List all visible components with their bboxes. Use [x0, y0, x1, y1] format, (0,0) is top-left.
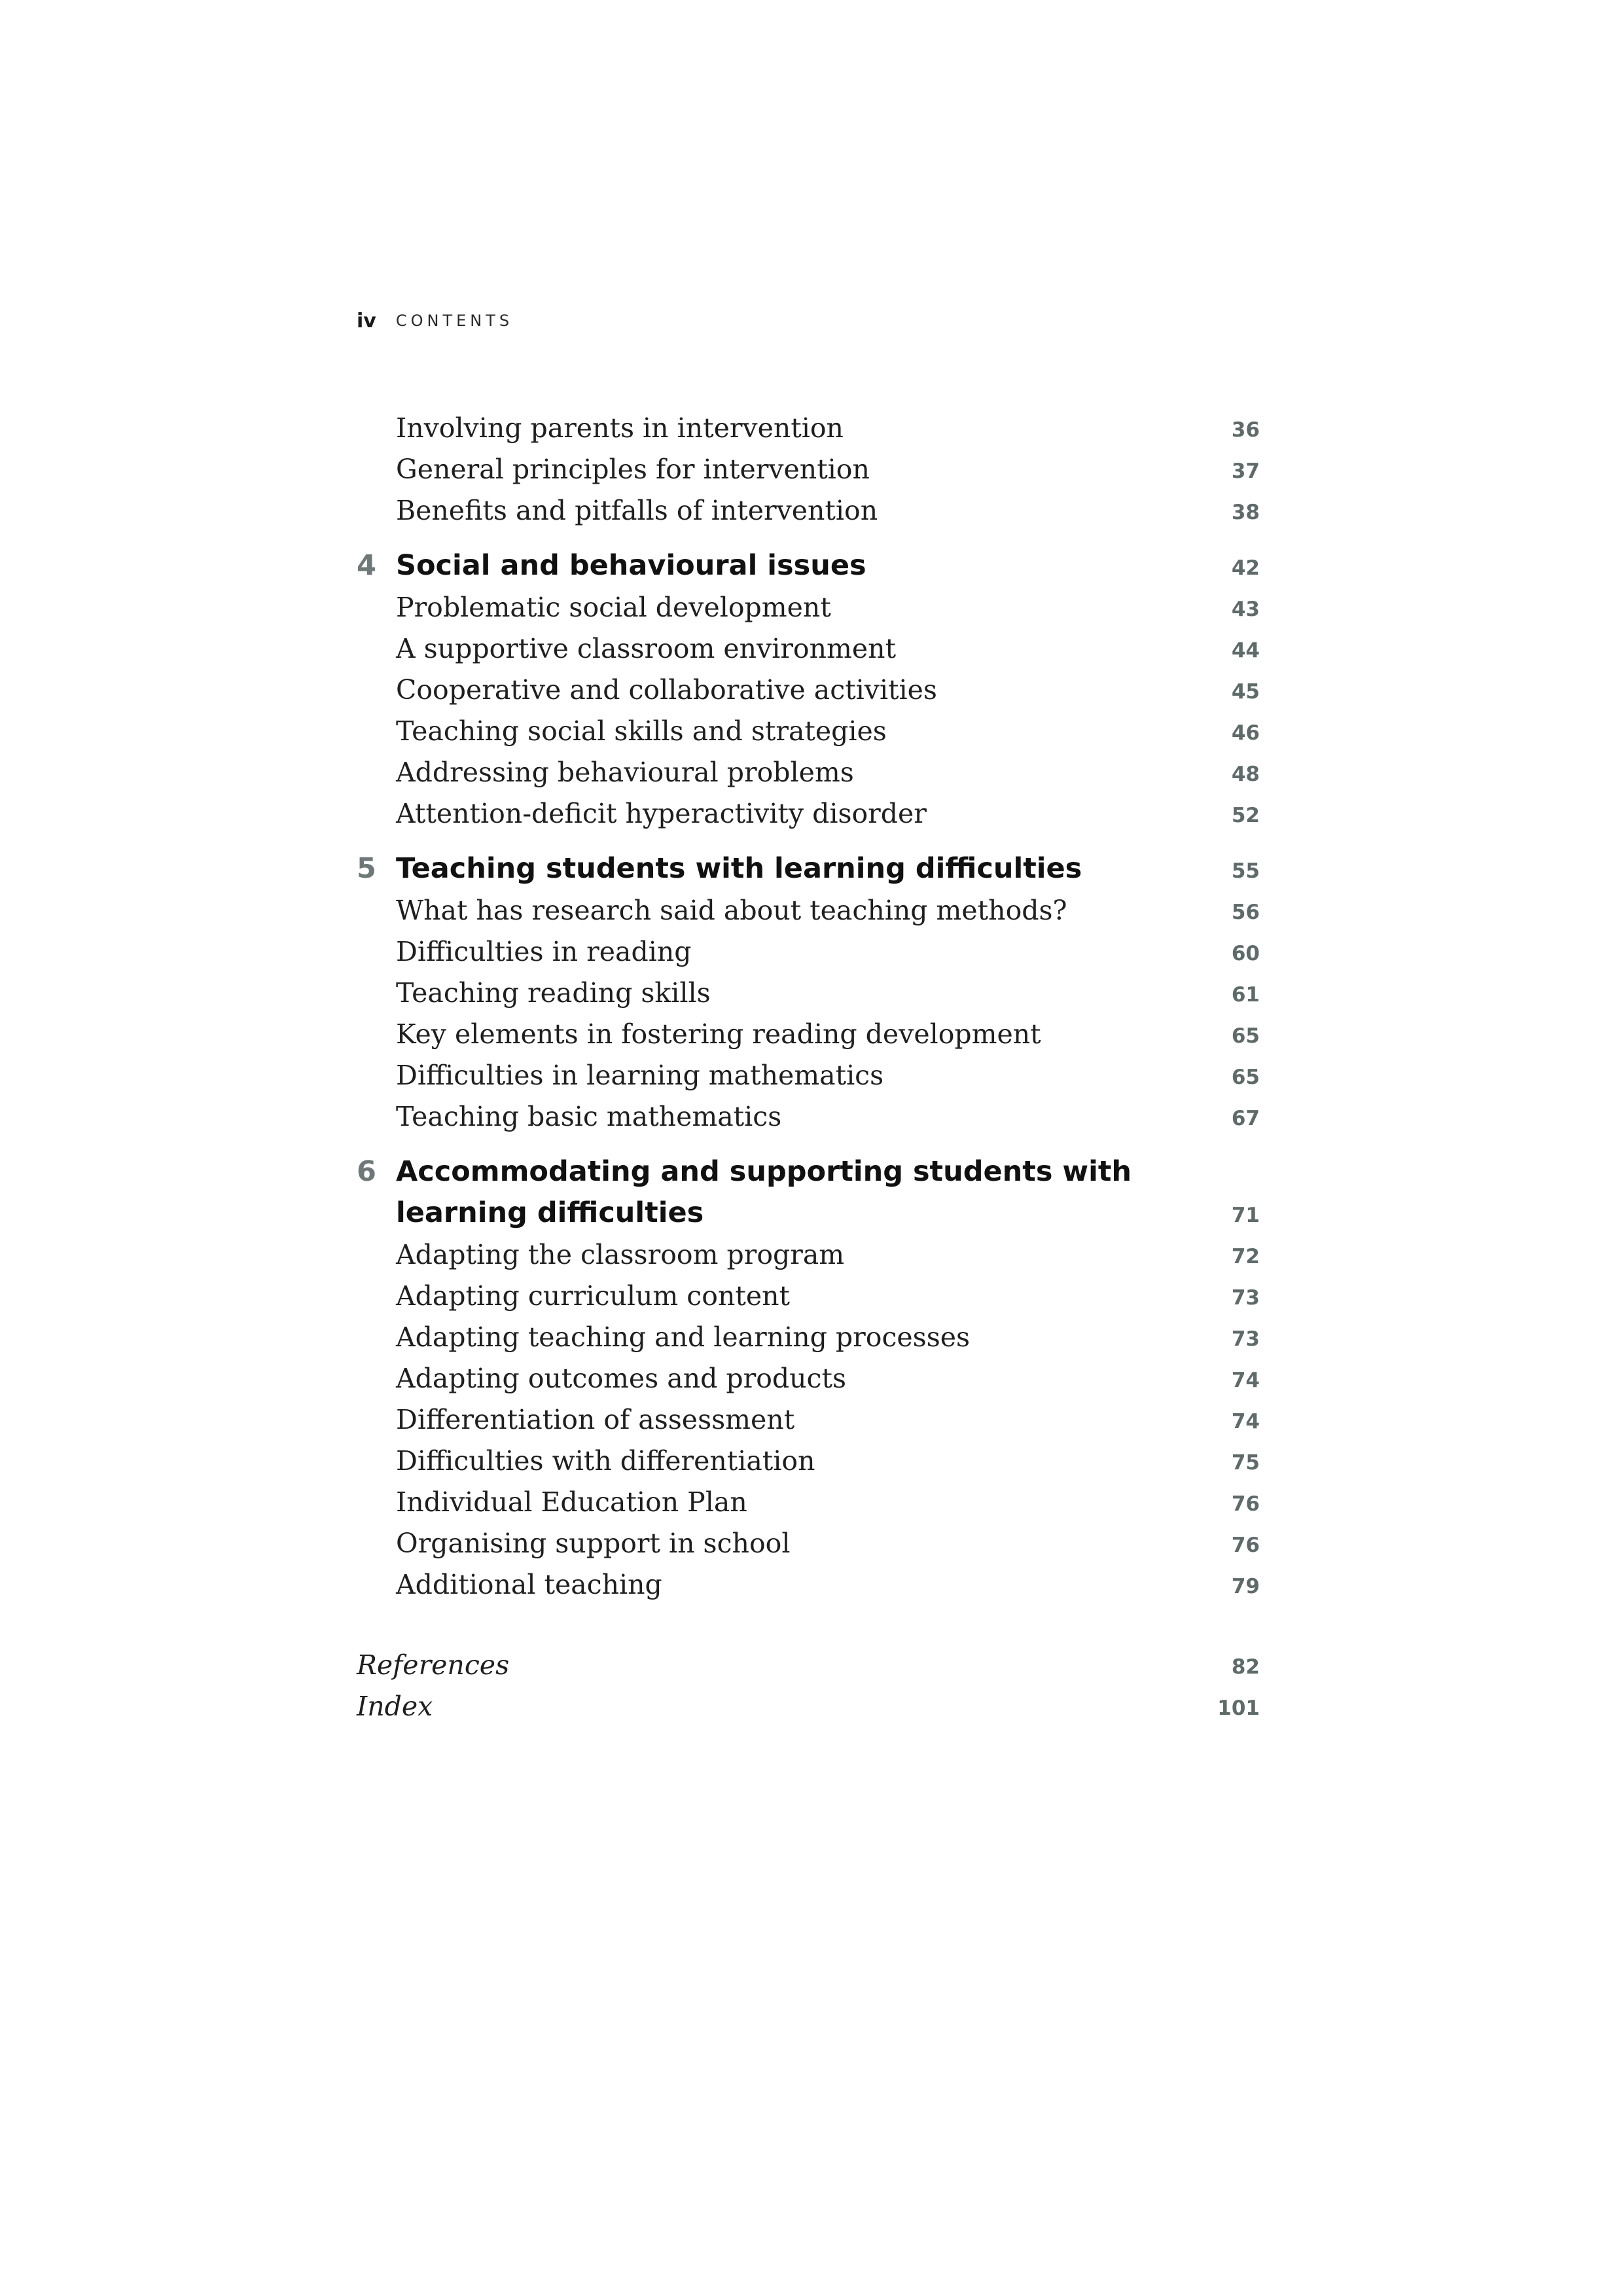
toc-entry-page: 74	[1231, 1369, 1260, 1392]
toc-entry[interactable]	[357, 750, 1260, 791]
toc-entry-title: Adapting the classroom program	[396, 1239, 845, 1270]
chapter-page: 55	[1231, 859, 1260, 883]
running-head	[357, 308, 513, 334]
chapter-5	[357, 847, 1260, 888]
toc-entry-title: Cooperative and collaborative activities	[396, 674, 937, 706]
references-title: References	[357, 1649, 510, 1681]
toc-entry-title: Difficulties with differentiation	[396, 1445, 815, 1477]
toc-entry-page: 65	[1231, 1024, 1260, 1048]
toc-entry-page: 72	[1231, 1245, 1260, 1268]
toc-entry-title: Adapting curriculum content	[396, 1280, 790, 1312]
references-page: 82	[1231, 1655, 1260, 1679]
toc-entry-title: Teaching reading skills	[396, 977, 711, 1009]
chapter-5-sections	[357, 888, 1260, 1136]
toc-entry[interactable]	[357, 1356, 1260, 1397]
toc-entry-title: Individual Education Plan	[396, 1486, 747, 1518]
page-folio: iv	[357, 309, 376, 332]
toc-entry[interactable]	[357, 1232, 1260, 1274]
chapter-page: 71	[1231, 1204, 1260, 1227]
toc-entry-title: Differentiation of assessment	[396, 1404, 795, 1435]
toc-entry-title: Difficulties in reading	[396, 936, 692, 967]
toc-entry-page: 74	[1231, 1410, 1260, 1433]
toc-entry-title: A supportive classroom environment	[396, 633, 897, 664]
index-page: 101	[1217, 1696, 1260, 1720]
toc-entry[interactable]	[357, 1480, 1260, 1521]
chapter-title-line-1: Accommodating and supporting students with	[396, 1155, 1132, 1188]
chapter-heading[interactable]	[357, 847, 1260, 888]
toc-entry[interactable]	[357, 971, 1260, 1012]
toc-entry[interactable]	[357, 585, 1260, 626]
toc-entry-title: Involving parents in intervention	[396, 412, 844, 444]
chapter-number: 4	[357, 549, 376, 582]
toc-entry[interactable]	[357, 447, 1260, 488]
toc-entry-page: 44	[1231, 639, 1260, 662]
running-head-label: CONTENTS	[395, 312, 514, 330]
toc-entry-page: 37	[1231, 459, 1260, 483]
toc-entry[interactable]	[357, 1562, 1260, 1604]
toc-entry-title: Organising support in school	[396, 1528, 791, 1559]
toc-entry-title: Key elements in fostering reading development	[396, 1018, 1041, 1050]
toc-entry-references[interactable]	[357, 1643, 1260, 1684]
toc-entry-title: Problematic social development	[396, 592, 831, 623]
toc-entry-page: 60	[1231, 942, 1260, 965]
toc-entry[interactable]	[357, 1315, 1260, 1356]
toc-entry[interactable]	[357, 1012, 1260, 1053]
chapter-title: Teaching students with learning difficulties	[396, 852, 1082, 885]
end-matter	[357, 1643, 1260, 1725]
chapter-heading-line-1[interactable]	[357, 1150, 1260, 1191]
table-of-contents	[357, 406, 1260, 1725]
chapter-number: 5	[357, 852, 376, 885]
toc-entry-title: Teaching social skills and strategies	[396, 715, 887, 747]
chapter-number: 6	[357, 1155, 376, 1188]
toc-entry-page: 43	[1231, 598, 1260, 621]
chapter-heading[interactable]	[357, 544, 1260, 585]
toc-entry-page: 76	[1231, 1534, 1260, 1557]
toc-entry[interactable]	[357, 1094, 1260, 1136]
chapter-page: 42	[1231, 556, 1260, 580]
toc-entry-page: 52	[1231, 804, 1260, 827]
chapter-title: Social and behavioural issues	[396, 549, 866, 582]
toc-entry-page: 67	[1231, 1107, 1260, 1130]
toc-entry-page: 76	[1231, 1492, 1260, 1516]
chapter-heading-line-2[interactable]	[357, 1191, 1260, 1232]
toc-entry[interactable]	[357, 1053, 1260, 1094]
index-title: Index	[357, 1691, 433, 1722]
toc-entry[interactable]	[357, 1274, 1260, 1315]
toc-entry-page: 73	[1231, 1327, 1260, 1351]
chapter-4-sections	[357, 585, 1260, 833]
toc-entry-title: General principles for intervention	[396, 454, 870, 485]
toc-entry-page: 38	[1231, 501, 1260, 524]
chapter-6-sections	[357, 1232, 1260, 1604]
toc-entry-page: 79	[1231, 1575, 1260, 1598]
chapter-4	[357, 544, 1260, 585]
toc-entry-title: Benefits and pitfalls of intervention	[396, 495, 878, 526]
toc-entry-page: 45	[1231, 680, 1260, 704]
chapter-title-line-2: learning difficulties	[396, 1196, 704, 1229]
toc-entry-page: 75	[1231, 1451, 1260, 1475]
toc-entry[interactable]	[357, 791, 1260, 833]
toc-entry-page: 65	[1231, 1066, 1260, 1089]
toc-entry[interactable]	[357, 406, 1260, 447]
toc-entry[interactable]	[357, 709, 1260, 750]
toc-entry[interactable]	[357, 668, 1260, 709]
toc-entry[interactable]	[357, 488, 1260, 529]
toc-entry-title: Teaching basic mathematics	[396, 1101, 782, 1132]
toc-entry[interactable]	[357, 1397, 1260, 1439]
toc-entry-page: 36	[1231, 418, 1260, 442]
toc-entry-page: 46	[1231, 721, 1260, 745]
continued-section-group	[357, 406, 1260, 529]
toc-entry-page: 61	[1231, 983, 1260, 1007]
toc-entry-title: Additional teaching	[396, 1569, 662, 1600]
toc-entry-title: Difficulties in learning mathematics	[396, 1060, 884, 1091]
toc-entry[interactable]	[357, 1521, 1260, 1562]
toc-entry-title: What has research said about teaching methods?	[396, 895, 1067, 926]
toc-entry-title: Addressing behavioural problems	[396, 757, 854, 788]
toc-entry-page: 56	[1231, 901, 1260, 924]
toc-entry-title: Adapting teaching and learning processes	[396, 1321, 971, 1353]
toc-entry[interactable]	[357, 929, 1260, 971]
toc-entry-index[interactable]	[357, 1684, 1260, 1725]
toc-entry-page: 48	[1231, 762, 1260, 786]
chapter-6	[357, 1150, 1260, 1232]
toc-entry-title: Adapting outcomes and products	[396, 1363, 847, 1394]
toc-entry[interactable]	[357, 1439, 1260, 1480]
toc-entry[interactable]	[357, 626, 1260, 668]
toc-entry-page: 73	[1231, 1286, 1260, 1310]
toc-entry-title: Attention-deficit hyperactivity disorder	[396, 798, 927, 829]
toc-entry[interactable]	[357, 888, 1260, 929]
